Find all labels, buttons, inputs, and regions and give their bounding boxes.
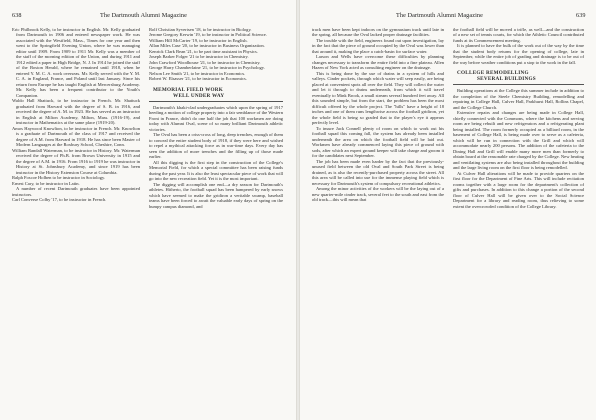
paragraph: Ralph Foscoe Holben to be instructor in Sociology.	[12, 175, 106, 181]
heading-rule	[453, 84, 584, 85]
appointment-entry: George Harry Chamberlaine '21, to be instructor in Psychology.	[149, 65, 265, 71]
paragraph: To insure Jack Connell plenty of room on which to work out his football squad this coming fall, the system has already been installed underneath the area on which the football field will be laid out. Workmen have already commenced laying this piece of ground with sods, after which an expert ground keeper will take charge and groom it for the candidates next September.	[312, 125, 444, 159]
heading-rule	[149, 101, 283, 102]
appointment-entry: Jerome Gregory Kerwin '19, to be instructor in Political Science.	[149, 32, 267, 38]
article-subheading: WELL UNDER WAY	[173, 92, 225, 99]
paragraph: Extensive repairs and changes are being made in College Hall, chiefly connected with the Commons, where the kitchens and serving room are being rebuilt and new refrigerators and a refrigerating plant being installed. The room formerly occupied as a billiard room, in the basement of College Hall, is being made over to serve as a cafeteria, which will be run in connection with the Grill and which will accommodate nearly 200 persons. The addition of the cafeteria to the Dining Hall and Grill will enable many more men than formerly to obtain board at the reasonable rate charged by the College. New heating and ventilating systems are also being installed throughout the building and the large living room on the first floor is being remodelled.	[453, 110, 584, 171]
page-number: 639	[576, 12, 586, 19]
appointment-entry: Robert W. Elsasser '21, to be instructor in Economics.	[149, 76, 247, 82]
paragraph: A number of recent Dartmouth graduates have been appointed instructors.	[12, 186, 140, 197]
appointment-entry: Nelson Lee Smith '21, to be instructor in Economics.	[149, 70, 246, 76]
text-column	[12, 27, 140, 413]
appointment-entry: Allan Miles Case '20, to be instructor in Business Organization.	[149, 43, 265, 49]
paragraph: The Oval has been a criss-cross of long, deep trenches, enough of them to conceal the entire student body of 1918, if they were here and wished to repel a mythical attacking force as in war-time days. Every day has seen the addition of more trenches and the filling up of those made earlier.	[149, 132, 283, 160]
appointment-entry: Joseph Barker Folger '21 to be instructor in Chemistry.	[149, 54, 249, 60]
page-number: 638	[12, 12, 22, 19]
paragraph: William Randall Waterman, to be instructor in History. Mr. Waterman received the degree of Ph.B. from Brown University in 1915 and the degree of A.M. in 1916. From 1916 to 1919 he was instructor in History at St. Johnsbury Academy, and since 1919 has been instructor in the History Extension Course at Columbia.	[12, 147, 140, 175]
paragraph: Building operations at the College this summer include in addition to the completion of the Steele Chemistry Building, remodelling and repairing in College Hall, Culver Hall, Parkhurst Hall, Rollins Chapel, and the College Church.	[453, 88, 584, 110]
paragraph: Amos Haywood Knowlton, to be instructor in French. Mr. Knowlton is a graduate of Dartmouth of the class of 1917 and received the degree of A.M. from Harvard in 1918. He has since been Master of Modern Languages at the Roxbury School, Cheshire, Conn.	[12, 125, 140, 148]
paragraph: the football field will be moved a trifle, as well—and the construction of a new set of tennis courts, for which the Athletic Council contributed funds at its Commencement meeting.	[453, 27, 584, 43]
appointment-entry: William Hill McCarter '19, to be instructor in English.	[149, 37, 248, 43]
text-column	[149, 27, 283, 413]
appointment-entry: Rolf Christian Syvertsen '18, to be instructor in Biology.	[149, 27, 252, 32]
paragraph: All this digging is the first step in the construction of the College's Memorial Field, for which a special committee has been raising funds during the past year. It is also the least spectacular piece of work that will go into the new recreation field. Yet it is the most important.	[149, 159, 283, 182]
paragraph: Eric Philbrook Kelly, to be instructor in English. Mr. Kelly graduated from Dartmouth in 1906 and entered newspaper work. He was associated with the Westfield, Mass., Times for one year and then went to the Springfield Evening Union, where he was managing editor until 1909. From 1909 to 1911 Mr. Kelly was a member of the staff of the morning edition of the Union, and during 1911 and 1912 edited a paper in High Bridge, N. J. In 1914 he joined the staff of the Boston Herald, where he remained until 1918, when he entered Y. M. C. A. work overseas. Mr. Kelly served with the Y. M. C. A. in England, France, and Poland until last January. Since his return from Europe he has taught English at Mercersburg Academy. Mr. Kelly has been a frequent contributor to the Youth's Companion.	[12, 27, 140, 98]
paragraph: The trouble with the field, engineers found out upon investigation, lay in the fact that the piece of ground occupied by the Oval was lower than that around it, making the place a catch-basin for surface water.	[312, 37, 444, 54]
article-subheading: SEVERAL BUILDINGS	[477, 76, 536, 83]
text-column	[312, 27, 444, 413]
left-page	[0, 0, 296, 420]
article-heading: COLLEGE REMODELLING	[457, 70, 529, 77]
paragraph: Waldo Hall Shattuck, to be instructor in French. Mr. Shattuck graduated from Harvard with the degree of S. B. in 1916, and received the degree of A. M. in 1923. He has served as an instructor in English at Milton Academy, Milton, Mass. (1916-19), and instructor in Mathematics at the same place (1919-20).	[12, 98, 140, 126]
right-page	[300, 0, 596, 420]
article-heading: MEMORIAL FIELD WORK	[153, 86, 224, 93]
appointment-entry: John Crawford Woodhouse '21, to be instructor in Chemistry.	[149, 59, 261, 65]
paragraph: Carl Converse Colby '17, to be instructor in French.	[12, 197, 107, 203]
running-head-title: The Dartmouth Alumni Magazine	[100, 12, 187, 19]
appointment-entry: Kenrick Clark Bean '21, to be part time assistant in Physics.	[149, 48, 258, 54]
paragraph: Dartmouth's khaki-clad undergraduates which upon the spring of 1917 heeding a motion of college property into a fair semblance of the Western Front in France, didn't do one half the job that 100 workmen are doing today with Alumni Oval, scene of so many brilliant Dartmouth athletic victories.	[149, 104, 283, 132]
text-column	[453, 27, 584, 413]
paragraph: Among the minor activities of the workers will be the laying out of a new quarter-mile cinder track, several feet to the south and east from the old track—this will mean that	[312, 186, 444, 203]
paragraph: Larson and Wells have overcome these difficulties by planning changes necessary to transform the entire field into a fine plateau. Allen Hazen of New York acted as consulting engineer on the drainage.	[312, 54, 444, 71]
paragraph: The job has been made even harder by the fact that the previously-unused field between the old Oval and South Park Street is being drained, as is also the recently-purchased property across the street. All this area will be called into use for the immense playing field which is necessary for Dartmouth's system of compulsory recreational athletics.	[312, 158, 444, 186]
paragraph: This is being done by the use of drains in a system of hills and valleys. Cinder pockets, through which water will seep easily, are being placed at convenient spots all over the field. They will collect the water and let it through to drains underneath, from which it will travel eventually to Mink Brook, a small stream several hundred feet away. All this sounded simple, but from the start, the problem has been the most difficult offered by the whole project. The "hills" have a height of 18 inches and one of them runs lengthwise across the football gridiron, yet the whole field is being so graded that to the player's eye it appears perfectly level.	[312, 70, 444, 126]
paragraph: Ernest Cary, to be instructor in Latin.	[12, 180, 80, 186]
paragraph: track men have been kept indoors on the gymnasium track until late in the spring, all because the Oval lacked proper drainage facilities.	[312, 27, 444, 38]
paragraph: The digging will accomplish one end—a dry season for Dartmouth's athletes. Hitherto, the football squad has been hampered by early snows which have seemed to make the gridiron a veritable swamp, baseball teams have been forced to await the valuable early days of spring on the bumpy campus diamond, and	[149, 181, 283, 209]
paragraph: It is planned to have the bulk of the work out of the way by the time that the student body returns for the opening of college, late in September, while the entire job of grading and drainage is to be out of the way before weather conditions put a stop to the work in the fall.	[453, 43, 584, 65]
running-head-title: The Dartmouth Alumni Magazine	[396, 12, 483, 19]
paragraph: At Culver Hall alterations will be made to provide quarters on the first floor for the Department of Fine Arts. This will include recitation rooms together with a large room for the department's collection of gifts and purchases. In addition to this change a portion of the second floor of Culver Hall will be given over to the Social Science Department for a library and reading room, thus relieving to some extent the overcrowded condition of the College Library.	[453, 170, 584, 209]
